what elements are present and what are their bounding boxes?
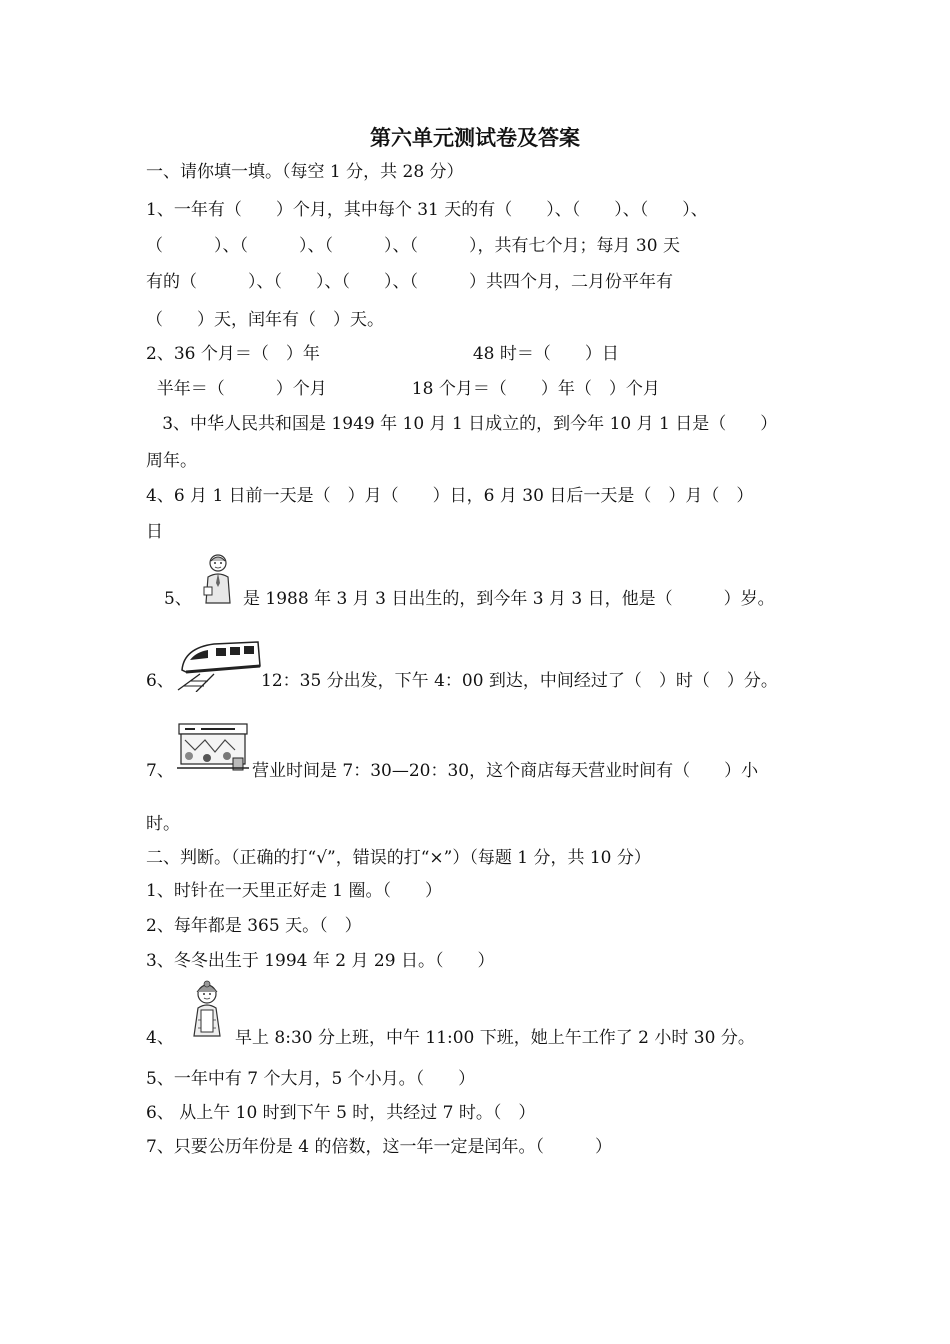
woman-picture xyxy=(186,980,228,1040)
judge-q1: 1、时针在一天里正好走 1 圈。（ ） xyxy=(146,881,442,901)
section1-heading: 一、请你填一填。（每空 1 分，共 28 分） xyxy=(146,162,464,182)
judge-q4-number: 4、 xyxy=(146,1028,174,1048)
q5-text: 是 1988 年 3 月 3 日出生的，到今年 3 月 3 日，他是（ ）岁。 xyxy=(243,589,775,609)
q6-number: 6、 xyxy=(146,671,174,691)
judge-q6: 6、 从上午 10 时到下午 5 时，共经过 7 时。（ ） xyxy=(146,1103,536,1123)
shop-picture xyxy=(175,722,251,774)
q6-text: 12：35 分出发，下午 4：00 到达，中间经过了（ ）时（ ）分。 xyxy=(261,671,778,691)
q1-line2: （ ）、（ ）、（ ）、（ ），共有七个月；每月 30 天 xyxy=(146,236,680,256)
section2-heading: 二、判断。（正确的打“√”，错误的打“×”）（每题 1 分，共 10 分） xyxy=(146,848,651,868)
q7-number: 7、 xyxy=(146,761,174,781)
q1-line3: 有的（ ）、（ ）、（ ）、（ ）共四个月，二月份平年有 xyxy=(146,272,673,292)
q3-line1: 3、中华人民共和国是 1949 年 10 月 1 日成立的，到今年 10 月 1 日是（ ） xyxy=(146,414,778,434)
q5-number: 5、 xyxy=(164,589,192,609)
judge-q4-text: 早上 8:30 分上班，中午 11:00 下班，她上午工作了 2 小时 30 分。 xyxy=(235,1028,755,1048)
judge-q5: 5、一年中有 7 个大月，5 个小月。（ ） xyxy=(146,1069,476,1089)
q7-text: 营业时间是 7：30—20：30，这个商店每天营业时间有（ ）小 xyxy=(252,761,759,781)
q1-line4: （ ）天，闰年有（ ）天。 xyxy=(146,310,384,330)
q7-continued: 时。 xyxy=(146,814,180,834)
q3-line2: 周年。 xyxy=(146,451,197,471)
q4-line1: 4、6 月 1 日前一天是（ ）月（ ）日，6 月 30 日后一天是（ ）月（ ） xyxy=(146,486,754,506)
judge-q2: 2、每年都是 365 天。（ ） xyxy=(146,916,362,936)
page-title: 第六单元测试卷及答案 xyxy=(370,125,580,150)
q2-line1: 2、36 个月＝（ ）年 48 时＝（ ）日 xyxy=(146,344,619,364)
judge-q7: 7、只要公历年份是 4 的倍数，这一年一定是闰年。（ ） xyxy=(146,1137,612,1157)
q4-line2: 日 xyxy=(146,522,163,542)
q1-line1: 1、一年有（ ）个月，其中每个 31 天的有（ ）、（ ）、（ ）、 xyxy=(146,200,708,220)
old-man-picture xyxy=(198,553,238,605)
q2-line2: 半年＝（ ）个月 18 个月＝（ ）年（ ）个月 xyxy=(146,379,660,399)
train-picture xyxy=(174,636,264,692)
judge-q3: 3、冬冬出生于 1994 年 2 月 29 日。（ ） xyxy=(146,951,495,971)
